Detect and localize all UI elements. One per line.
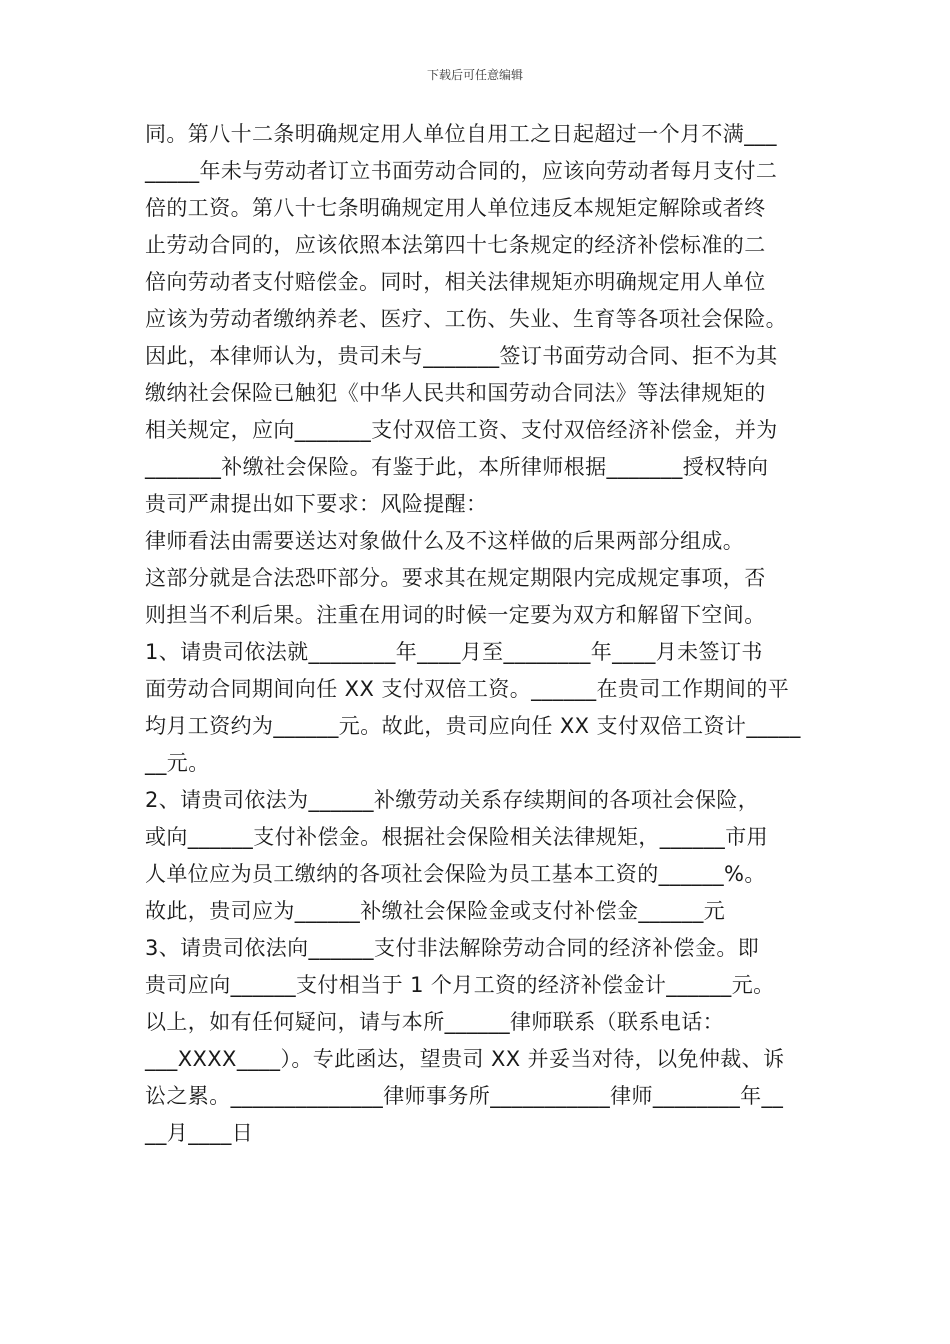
text-line: 倍的工资。第八十七条明确规定用人单位违反本规矩定解除或者终	[145, 196, 766, 220]
text-line: 因此，本律师认为，贵司未与_______签订书面劳动合同、拒不为其	[145, 344, 778, 368]
text-line: 或向______支付补偿金。根据社会保险相关法律规矩，______市用	[145, 825, 768, 849]
text-line: 倍向劳动者支付赔偿金。同时，相关法律规矩亦明确规定用人单位	[145, 270, 766, 294]
text-line: 故此，贵司应为______补缴社会保险金或支付补偿金______元	[145, 899, 726, 923]
document-body	[145, 116, 813, 1152]
text-line: 这部分就是合法恐吓部分。要求其在规定期限内完成规定事项，否	[145, 566, 766, 590]
text-line: 止劳动合同的，应该依照本法第四十七条规定的经济补偿标准的二	[145, 233, 766, 257]
text-line: 应该为劳动者缴纳养老、医疗、工伤、失业、生育等各项社会保险。	[145, 307, 787, 331]
text-line: 同。第八十二条明确规定用人单位自用工之日起超过一个月不满___	[145, 122, 777, 146]
text-line: 以上，如有任何疑问，请与本所______律师联系（联系电话：	[145, 1010, 724, 1034]
text-line: 讼之累。______________律师事务所___________律师________年__	[145, 1084, 784, 1108]
text-line: 则担当不利后果。注重在用词的时候一定要为双方和解留下空间。	[145, 603, 766, 627]
text-line: 均月工资约为______元。故此，贵司应向任 XX 支付双倍工资计_____	[145, 714, 801, 738]
text-line: 相关规定，应向_______支付双倍工资、支付双倍经济补偿金，并为	[145, 418, 778, 442]
text-line: __月____日	[145, 1121, 254, 1145]
text-line: 律师看法由需要送达对象做什么及不这样做的后果两部分组成。	[145, 529, 745, 553]
text-line: 贵司严肃提出如下要求：风险提醒：	[145, 492, 488, 516]
text-line: 面劳动合同期间向任 XX 支付双倍工资。______在贵司工作期间的平	[145, 677, 790, 701]
text-line: _______补缴社会保险。有鉴于此，本所律师根据_______授权特向	[145, 455, 769, 479]
text-line: ___XXXX____）。专此函达，望贵司 XX 并妥当对待，以免仲裁、诉	[145, 1047, 785, 1071]
text-line: 缴纳社会保险已触犯《中华人民共和国劳动合同法》等法律规矩的	[145, 381, 766, 405]
page-header: 下载后可任意编辑	[426, 68, 523, 82]
text-line: 贵司应向______支付相当于 1 个月工资的经济补偿金计______元。	[145, 973, 775, 997]
text-line: __元。	[145, 751, 210, 775]
text-line: 2、请贵司依法为______补缴劳动关系存续期间的各项社会保险，	[145, 788, 760, 812]
text-line: 人单位应为员工缴纳的各项社会保险为员工基本工资的______%。	[145, 862, 766, 886]
text-line: 3、请贵司依法向______支付非法解除劳动合同的经济补偿金。即	[145, 936, 760, 960]
text-line: 1、请贵司依法就________年____月至________年____月未签订书	[145, 640, 763, 664]
text-line: _____年未与劳动者订立书面劳动合同的，应该向劳动者每月支付二	[145, 159, 778, 183]
